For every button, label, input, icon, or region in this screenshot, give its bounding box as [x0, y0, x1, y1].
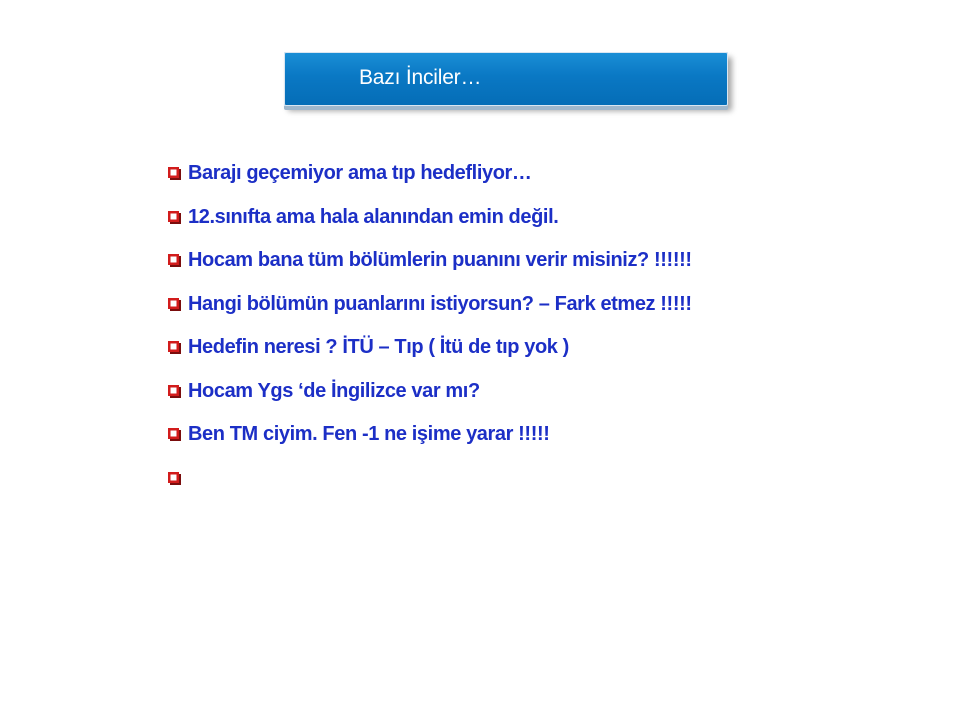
bullet-text: Hocam bana tüm bölümlerin puanını verir misiniz? !!!!!!	[188, 249, 692, 272]
square-bullet-icon	[168, 298, 181, 311]
square-bullet-icon	[168, 211, 181, 224]
bullet-list	[168, 152, 692, 500]
bullet-text: Barajı geçemiyor ama tıp hedefliyor…	[188, 162, 532, 185]
slide-title: Bazı İnciler…	[359, 66, 482, 89]
bullet-item	[168, 283, 692, 327]
square-bullet-icon	[168, 428, 181, 441]
bullet-item	[168, 457, 692, 501]
bullet-item	[168, 239, 692, 283]
bullet-text: Hocam Ygs ‘de İngilizce var mı?	[188, 379, 480, 402]
square-bullet-icon	[168, 341, 181, 354]
bullet-text: Hangi bölümün puanlarını istiyorsun? – Fark etmez !!!!!	[188, 292, 692, 315]
bullet-text: Hedefin neresi ? İTÜ – Tıp ( İtü de tıp yok )	[188, 336, 569, 359]
bullet-item	[168, 196, 692, 240]
title-banner	[284, 52, 728, 106]
square-bullet-icon	[168, 385, 181, 398]
square-bullet-icon	[168, 254, 181, 267]
bullet-item	[168, 326, 692, 370]
square-bullet-icon	[168, 472, 181, 485]
bullet-item	[168, 413, 692, 457]
square-bullet-icon	[168, 167, 181, 180]
bullet-item	[168, 152, 692, 196]
bullet-text: 12.sınıfta ama hala alanından emin değil.	[188, 205, 559, 228]
bullet-text: Ben TM ciyim. Fen -1 ne işime yarar !!!!!	[188, 423, 550, 446]
bullet-item	[168, 370, 692, 414]
